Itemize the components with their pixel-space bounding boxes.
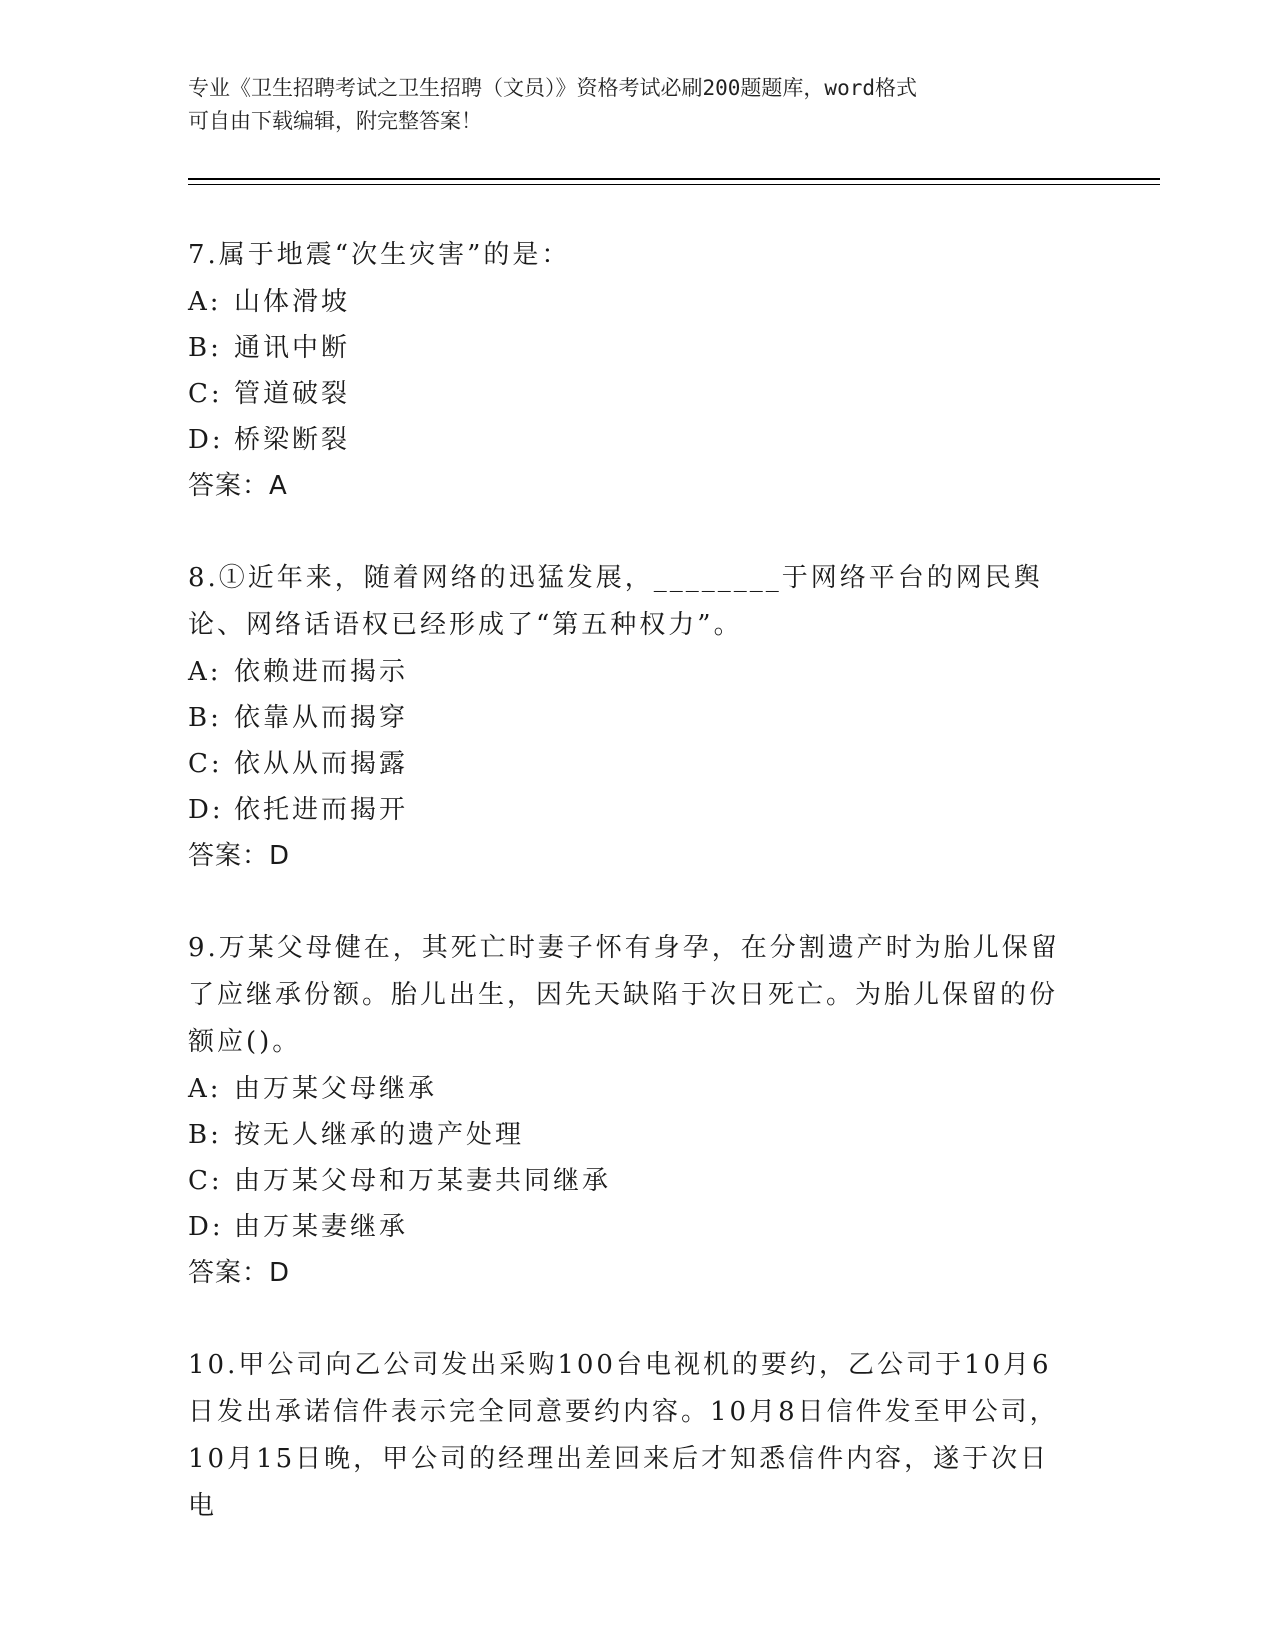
- option-letter: D:: [188, 425, 224, 455]
- option-a: [188, 279, 1088, 325]
- option-letter: A:: [188, 1074, 222, 1104]
- option-letter: B:: [188, 703, 222, 733]
- question-text: 9.万某父母健在，其死亡时妻子怀有身孕，在分割遗产时为胎儿保留了应继承份额。胎儿出生，因先天缺陷于次日死亡。为胎儿保留的份额应()。: [188, 933, 1060, 1057]
- option-letter: C:: [188, 379, 223, 409]
- option-text: 由万某妻继承: [234, 1212, 409, 1242]
- option-letter: C:: [188, 1166, 223, 1196]
- option-d: [188, 417, 1088, 463]
- header-line-1: 专业《卫生招聘考试之卫生招聘（文员）》资格考试必刷200题题库，word格式: [188, 76, 917, 100]
- option-text: 桥梁断裂: [234, 425, 351, 455]
- option-b: [188, 695, 1088, 741]
- option-text: 依靠从而揭穿: [234, 703, 409, 733]
- question-8: [188, 555, 1088, 879]
- answer-line: 答案：A: [188, 471, 288, 501]
- option-d: [188, 1204, 1088, 1250]
- document-header: [188, 72, 1088, 138]
- option-d: [188, 787, 1088, 833]
- option-letter: D:: [188, 1212, 224, 1242]
- option-text: 由万某父母和万某妻共同继承: [234, 1166, 612, 1196]
- option-letter: B:: [188, 1120, 222, 1150]
- option-letter: D:: [188, 795, 224, 825]
- option-text: 依从从而揭露: [234, 749, 409, 779]
- question-7: [188, 232, 1088, 509]
- option-text: 依赖进而揭示: [234, 657, 409, 687]
- option-text: 由万某父母继承: [234, 1074, 438, 1104]
- question-text: 7.属于地震“次生灾害”的是：: [188, 240, 571, 270]
- option-b: [188, 325, 1088, 371]
- question-text: 8.①近年来，随着网络的迅猛发展，________于网络平台的网民舆论、网络话语权已经形成了“第五种权力”。: [188, 563, 1043, 640]
- answer-line: 答案：D: [188, 841, 291, 871]
- option-c: [188, 1158, 1088, 1204]
- option-letter: C:: [188, 749, 223, 779]
- option-text: 管道破裂: [234, 379, 351, 409]
- header-line-2: 可自由下载编辑，附完整答案！: [188, 109, 482, 133]
- header-rule-thin: [188, 184, 1160, 185]
- answer-line: 答案：D: [188, 1258, 291, 1288]
- option-text: 按无人继承的遗产处理: [234, 1120, 525, 1150]
- option-a: [188, 1066, 1088, 1112]
- option-letter: A:: [188, 287, 222, 317]
- option-text: 山体滑坡: [234, 287, 351, 317]
- header-rule-thick: [188, 178, 1160, 180]
- question-text: 10.甲公司向乙公司发出采购100台电视机的要约，乙公司于10月6日发出承诺信件表示完全同意要约内容。10月8日信件发至甲公司，10月15日晚，甲公司的经理出差回来后才知悉信件内容，遂于次日电: [188, 1350, 1059, 1521]
- option-text: 通讯中断: [234, 333, 351, 363]
- option-letter: A:: [188, 657, 222, 687]
- option-b: [188, 1112, 1088, 1158]
- option-letter: B:: [188, 333, 222, 363]
- question-10: [188, 1342, 1088, 1530]
- question-9: [188, 925, 1088, 1296]
- option-c: [188, 741, 1088, 787]
- option-a: [188, 649, 1088, 695]
- option-text: 依托进而揭开: [234, 795, 409, 825]
- option-c: [188, 371, 1088, 417]
- question-list: [188, 232, 1088, 1576]
